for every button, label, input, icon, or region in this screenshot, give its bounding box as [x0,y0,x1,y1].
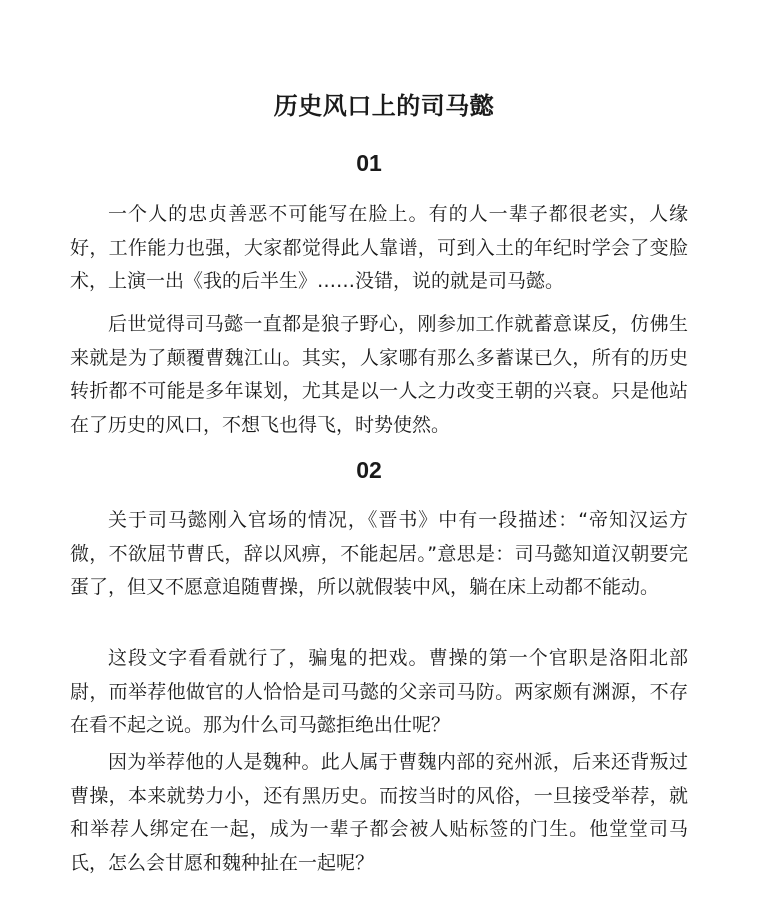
section-heading-01: 01 [356,150,382,176]
paragraph-4: 这段文字看看就行了，骗鬼的把戏。曹操的第一个官职是洛阳北部尉，而举荐他做官的人恰恰是司马懿的父亲司马防。两家颇有渊源，不存在看不起之说。那为什么司马懿拒绝出仕呢？ [70,647,688,736]
section-heading-02: 02 [356,457,382,483]
page-title: 历史风口上的司马懿 [273,92,495,120]
paragraph-2: 后世觉得司马懿一直都是狼子野心，刚参加工作就蓄意谋反，仿佛生来就是为了颠覆曹魏江山。其实，人家哪有那么多蓄谋已久，所有的历史转折都不可能是多年谋划，尤其是以一人之力改变王朝的兴衰。只是他站在了历史的风口，不想飞也得飞，时势使然。 [70,313,688,436]
paragraph-1: 一个人的忠贞善恶不可能写在脸上。有的人一辈子都很老实，人缘好，工作能力也强，大家都觉得此人靠谱，可到入土的年纪时学会了变脸术，上演一出《我的后半生》……没错，说的就是司马懿。 [70,203,688,292]
paragraph-3: 关于司马懿刚入官场的情况，《晋书》中有一段描述：“帝知汉运方微，不欲屈节曹氏，辞以风痹，不能起居。”意思是：司马懿知道汉朝要完蛋了，但又不愿意追随曹操，所以就假装中风，躺在床上动都不能动。 [70,509,688,598]
paragraph-5: 因为举荐他的人是魏种。此人属于曹魏内部的兖州派，后来还背叛过曹操，本来就势力小，还有黑历史。而按当时的风俗，一旦接受举荐，就和举荐人绑定在一起，成为一辈子都会被人贴标签的门生。他堂堂司马氏，怎么会甘愿和魏种扯在一起呢？ [70,751,688,874]
